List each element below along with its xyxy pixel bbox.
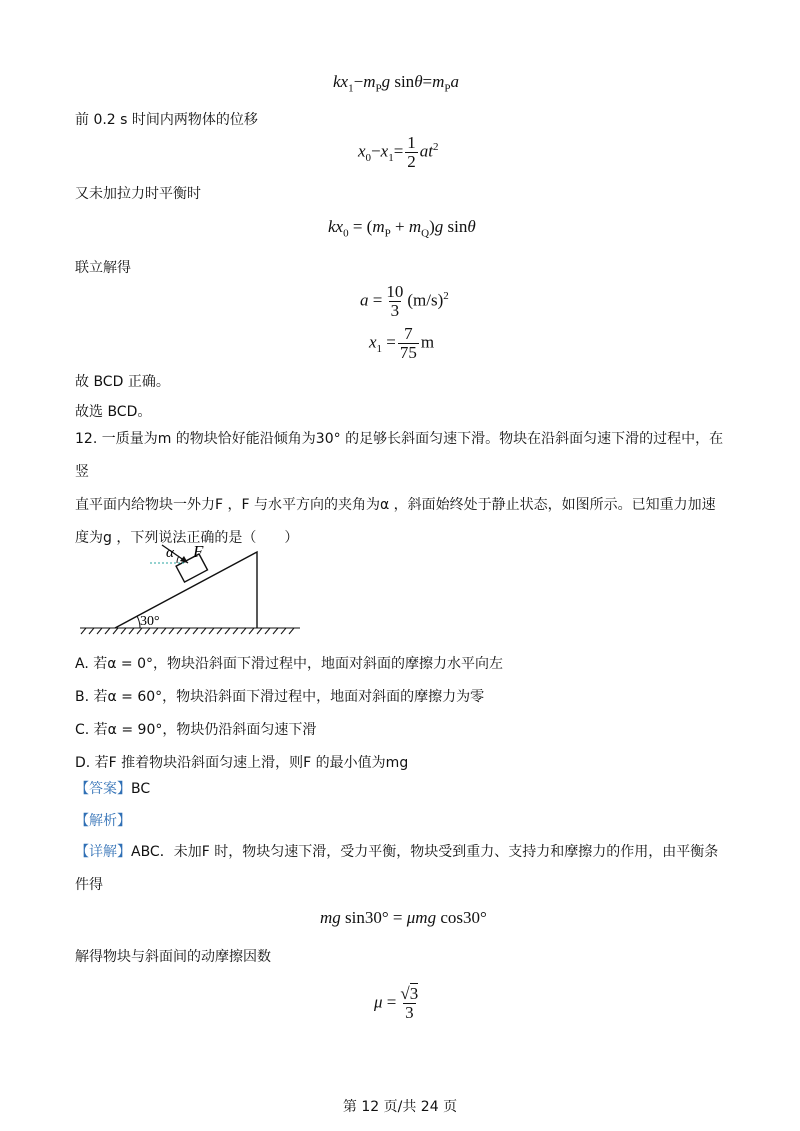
no-force-intro: 又未加拉力时平衡时 xyxy=(75,186,201,202)
equation-x1: $x_1$ = $\frac{7}{75}$ m xyxy=(369,324,435,362)
option-d: D. 若F 推着物块沿斜面匀速上滑，则F 的最小值为mg xyxy=(75,755,409,771)
detail-tag: 【详解】 xyxy=(75,844,131,860)
question-12-line-3: 度为g ，下列说法正确的是（ ） xyxy=(75,530,299,546)
equation-friction-balance: mg sin30° = μmg cos30° xyxy=(320,908,487,927)
alpha-label: α xyxy=(166,545,174,561)
equation-mu: μ = $\frac{√3}{3}$ xyxy=(374,984,419,1022)
answer-line xyxy=(75,779,150,799)
ground-hatching xyxy=(80,628,300,634)
bcd-correct: 故 BCD 正确。 xyxy=(75,374,170,390)
detail-line-2: 件得 xyxy=(75,877,103,893)
displacement-intro: 前 0.2 s 时间内两物体的位移 xyxy=(75,112,258,128)
solve-intro: 联立解得 xyxy=(75,260,131,276)
page-footer: 第 12 页/共 24 页 xyxy=(342,1099,458,1115)
answer-value: BC xyxy=(131,781,151,797)
detail-paragraph xyxy=(75,836,735,902)
detail-line-1: ABC．未加F 时，物块匀速下滑，受力平衡，物块受到重力、支持力和摩擦力的作用，由平衡条 xyxy=(131,844,719,860)
equation-displacement: $x_0-x_1=$ $\frac{1}{2}$ $at^2$ xyxy=(358,133,439,171)
choose-bcd: 故选 BCD。 xyxy=(75,404,152,420)
incline-figure xyxy=(80,535,305,635)
option-a: A. 若α = 0°，物块沿斜面下滑过程中，地面对斜面的摩擦力水平向左 xyxy=(75,656,503,672)
question-12-line-2: 直平面内给物块一外力F ，F 与水平方向的夹角为α ，斜面始终处于静止状态，如图所示。已知重力加速 xyxy=(75,497,716,513)
mu-intro: 解得物块与斜面间的动摩擦因数 xyxy=(75,949,271,965)
option-b: B. 若α = 60°，物块沿斜面下滑过程中，地面对斜面的摩擦力为零 xyxy=(75,689,485,705)
options xyxy=(75,648,503,780)
equation-newton-p: $kx_1-m_Pg$ $\sin\theta=m_Pa$ xyxy=(333,72,460,95)
analysis-tag: 【解析】 xyxy=(75,813,131,829)
force-label: F xyxy=(193,542,204,561)
equation-equilibrium: $kx_0 = (m_P + m_Q)g$ sinθ xyxy=(328,217,476,240)
angle-label: 30° xyxy=(140,614,160,629)
option-c: C. 若α = 90°，物块仍沿斜面匀速下滑 xyxy=(75,722,317,738)
force-arrowhead xyxy=(180,556,188,563)
answer-tag: 【答案】 xyxy=(75,781,131,797)
alpha-arc xyxy=(177,556,179,563)
equation-acceleration: a = $\frac{10}{3}$ $(m/s)^2$ xyxy=(360,282,449,320)
question-12-line-1: 12. 一质量为m 的物块恰好能沿倾角为30° 的足够长斜面匀速下滑。物块在沿斜面匀速下滑的过程中，在竖 xyxy=(75,431,724,480)
